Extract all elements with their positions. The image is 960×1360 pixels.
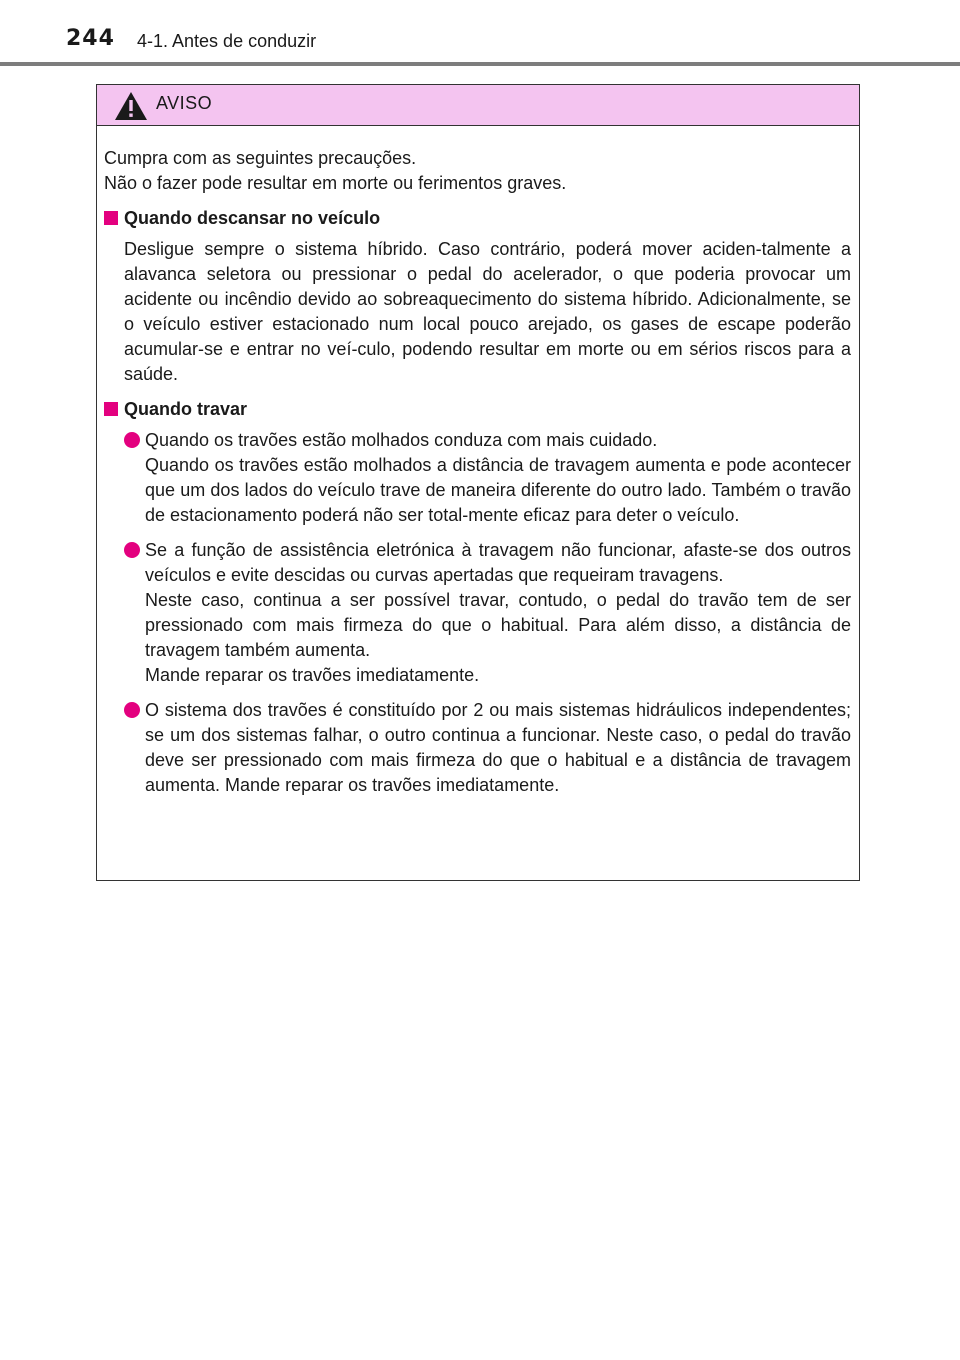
- list-item: [124, 538, 851, 688]
- section-heading-label: Quando travar: [124, 399, 248, 419]
- warning-triangle-icon: [114, 91, 148, 121]
- list-item: [124, 428, 851, 528]
- section-heading-label: Quando descansar no veículo: [124, 208, 381, 228]
- section-heading-braking: [104, 397, 851, 422]
- square-bullet-icon: [104, 402, 118, 416]
- list-item-line: Mande reparar os travões imediatamente.: [145, 665, 480, 685]
- header-divider: [0, 62, 960, 66]
- page-number: 244: [66, 26, 115, 51]
- warning-box: [96, 84, 860, 881]
- list-item-line: Quando os travões estão molhados conduza com mais cuidado.: [145, 430, 658, 450]
- list-item-line: Neste caso, continua a ser possível travar, contudo, o pedal do travão tem de ser pressionado com mais firmeza do que o habitual. Para além disso, a distância de travagem também aumenta.: [145, 590, 851, 660]
- intro-line: Não o fazer pode resultar em morte ou ferimentos graves.: [104, 173, 567, 193]
- section-paragraph: Desligue sempre o sistema híbrido. Caso contrário, poderá mover aciden-talmente a alavanca seletora ou pressionar o pedal do acelerador, o que poderia provocar um acidente ou incêndio devido ao sobreaquecimento do sistema híbrido. Adicionalmente, se o veículo estiver estacionado num local pouco arejado, os gases de escape poderão acumular-se e entrar no veí-culo, podendo resultar em morte ou em sérios riscos para a saúde.: [124, 239, 851, 384]
- list-item: [124, 698, 851, 798]
- intro-line: Cumpra com as seguintes precauções.: [104, 148, 417, 168]
- square-bullet-icon: [104, 211, 118, 225]
- page-header: [0, 0, 960, 64]
- round-bullet-icon: [124, 542, 140, 558]
- section-title: 4-1. Antes de conduzir: [137, 31, 317, 51]
- round-bullet-icon: [124, 432, 140, 448]
- warning-header: [97, 85, 859, 126]
- round-bullet-icon: [124, 702, 140, 718]
- list-item-line: Se a função de assistência eletrónica à travagem não funcionar, afaste-se dos outros veículos e evite descidas ou curvas apertadas que requeiram travagens.: [145, 540, 851, 585]
- warning-title: AVISO: [156, 93, 213, 113]
- list-item-line: O sistema dos travões é constituído por 2 ou mais sistemas hidráulicos independentes; se um dos sistemas falhar, o outro continua a funcionar. Neste caso, o pedal do travão deve ser pressionado com mais firmeza do que o habitual e a distância de travagem aumenta. Mande reparar os travões imediatamente.: [145, 700, 851, 795]
- section-heading-resting: [104, 206, 851, 231]
- warning-body: [97, 126, 859, 798]
- list-item-line: Quando os travões estão molhados a distância de travagem aumenta e pode acontecer que um dos lados do veículo trave de maneira diferente do outro lado. Também o travão de estacionamento poderá não ser total-mente eficaz para deter o veículo.: [145, 455, 851, 525]
